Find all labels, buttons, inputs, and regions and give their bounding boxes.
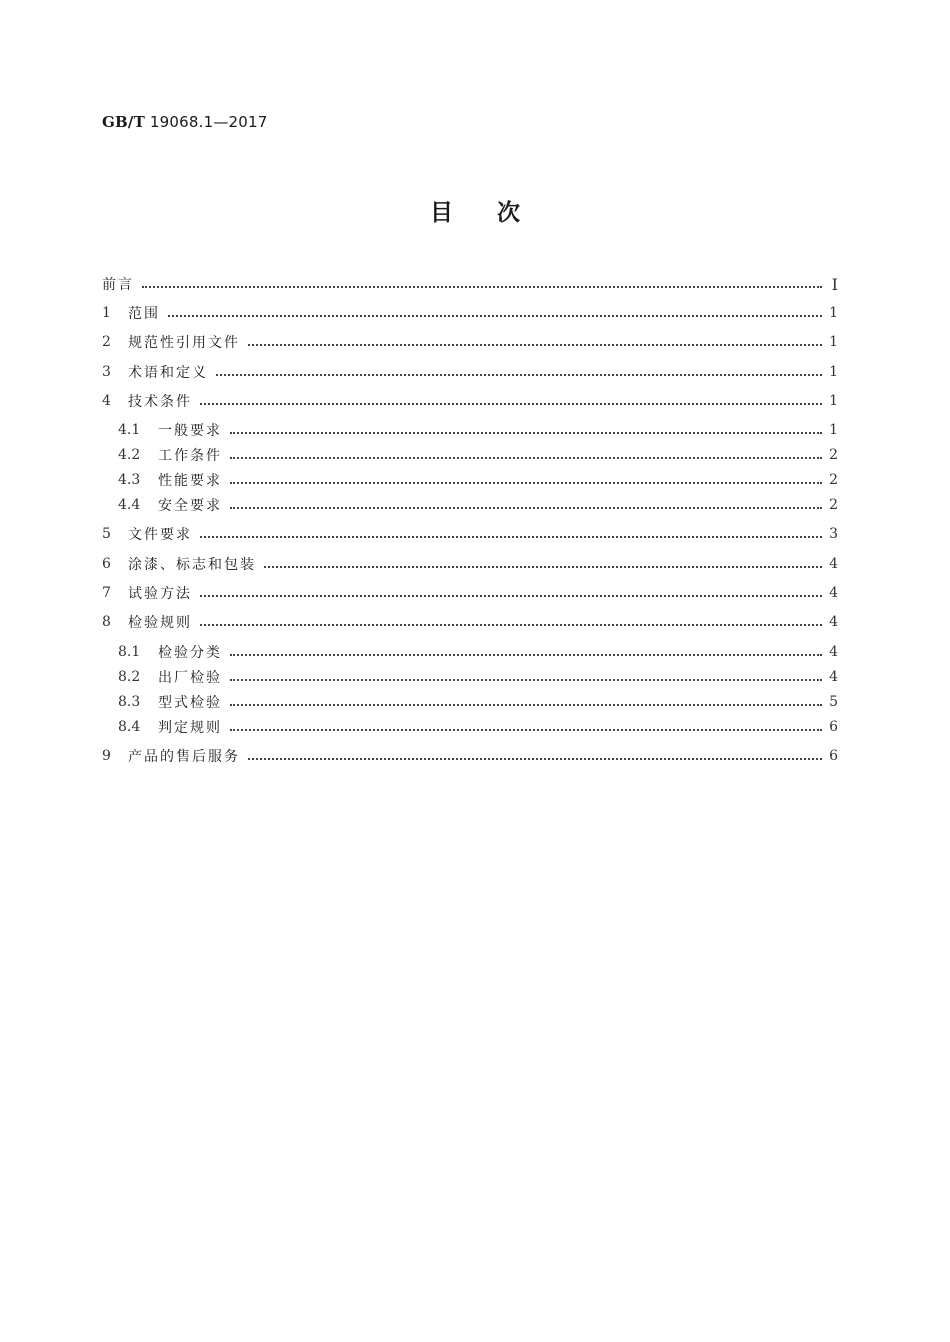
toc-entry-label: 检验分类	[158, 645, 222, 661]
toc-entry-label: 产品的售后服务	[128, 749, 240, 765]
toc-entry-8-2[interactable]	[118, 666, 838, 688]
toc-entry-4[interactable]	[102, 390, 838, 412]
toc-entry-number: 9	[102, 748, 111, 764]
toc-entry-4-2[interactable]	[118, 444, 838, 466]
standard-code: 19068.1—2017	[149, 113, 268, 131]
toc-entry-label: 型式检验	[158, 695, 222, 711]
toc-entry-number: 4.4	[118, 497, 141, 513]
toc-entry-page: 1	[829, 305, 838, 321]
toc-title: 目次	[430, 200, 564, 226]
toc-entry-number: 1	[102, 305, 111, 321]
toc-entry-page: 4	[829, 614, 838, 630]
toc-entry-page: 1	[829, 364, 838, 380]
toc-entry-page: 6	[829, 748, 838, 764]
toc-entry-number: 8.2	[118, 669, 141, 685]
toc-entry-number: 4.3	[118, 472, 141, 488]
toc-entry-page: 1	[829, 334, 838, 350]
toc-entry-8[interactable]	[102, 611, 838, 633]
dot-leader	[230, 431, 822, 434]
dot-leader	[200, 535, 822, 538]
dot-leader	[230, 653, 822, 656]
toc-entry-page: 1	[829, 393, 838, 409]
toc-entry-5[interactable]	[102, 523, 838, 545]
toc-entry-label: 出厂检验	[158, 670, 222, 686]
toc-entry-page: 5	[829, 694, 838, 710]
toc-entry-page: 1	[829, 422, 838, 438]
toc-entry-number: 5	[102, 526, 111, 542]
toc-entry-label: 规范性引用文件	[128, 335, 240, 351]
toc-entry-number: 7	[102, 585, 111, 601]
toc-entry-number: 2	[102, 334, 111, 350]
standard-number	[102, 113, 268, 131]
toc-entry-8-1[interactable]	[118, 641, 838, 663]
dot-leader	[200, 623, 822, 626]
toc-entry-number: 4	[102, 393, 111, 409]
dot-leader	[200, 594, 822, 597]
toc-entry-9[interactable]	[102, 745, 838, 767]
standard-prefix: GB/T	[102, 113, 145, 131]
toc-entry-label: 技术条件	[128, 394, 192, 410]
toc-entry-8-3[interactable]	[118, 691, 838, 713]
toc-entry-8-4[interactable]	[118, 716, 838, 738]
toc-entry-label: 安全要求	[158, 498, 222, 514]
toc-entry-number: 8	[102, 614, 111, 630]
toc-entry-number: 8.3	[118, 694, 141, 710]
toc-entry-4-3[interactable]	[118, 469, 838, 491]
dot-leader	[230, 703, 822, 706]
toc-entry-page: 4	[829, 585, 838, 601]
toc-entry-4-4[interactable]	[118, 494, 838, 516]
toc-entry-page: 2	[829, 497, 838, 513]
dot-leader	[142, 285, 822, 288]
toc-entry-page: 2	[829, 472, 838, 488]
dot-leader	[264, 565, 822, 568]
toc-entry-label: 性能要求	[158, 473, 222, 489]
toc-entry-number: 3	[102, 364, 111, 380]
toc-entry-number: 4.2	[118, 447, 141, 463]
toc-entry-number: 6	[102, 556, 111, 572]
toc-entry-page: 2	[829, 447, 838, 463]
toc-entry-label: 前言	[102, 277, 134, 293]
dot-leader	[230, 728, 822, 731]
toc-entry-page: 4	[829, 644, 838, 660]
dot-leader	[200, 402, 822, 405]
dot-leader	[248, 343, 822, 346]
toc-entry-3[interactable]	[102, 361, 838, 383]
toc-entry-label: 文件要求	[128, 527, 192, 543]
toc-entry-label: 检验规则	[128, 615, 192, 631]
toc-entry-number: 4.1	[118, 422, 141, 438]
dot-leader	[230, 506, 822, 509]
dot-leader	[230, 481, 822, 484]
toc-entry-label: 判定规则	[158, 720, 222, 736]
dot-leader	[248, 757, 822, 760]
toc-entry-label: 范围	[128, 306, 160, 322]
toc-entry-label: 涂漆、标志和包装	[128, 557, 256, 573]
dot-leader	[230, 456, 822, 459]
toc-entry-number: 8.1	[118, 644, 141, 660]
toc-entry-7[interactable]	[102, 582, 838, 604]
toc-entry-label: 一般要求	[158, 423, 222, 439]
toc-entry-page: 4	[829, 556, 838, 572]
toc-entry-page: 3	[829, 526, 838, 542]
toc-entry-page: 6	[829, 719, 838, 735]
toc-entry-label: 术语和定义	[128, 365, 208, 381]
toc-entry-number: 8.4	[118, 719, 141, 735]
toc-entry-page: 4	[829, 669, 838, 685]
toc-entry-1[interactable]	[102, 302, 838, 324]
dot-leader	[168, 314, 822, 317]
toc-entry-page: Ⅰ	[831, 274, 838, 294]
dot-leader	[216, 373, 822, 376]
toc-entry-label: 工作条件	[158, 448, 222, 464]
toc-entry-4-1[interactable]	[118, 419, 838, 441]
toc-entry-6[interactable]	[102, 553, 838, 575]
toc-entry-label: 试验方法	[128, 586, 192, 602]
toc-entry-preface[interactable]	[102, 273, 838, 295]
dot-leader	[230, 678, 822, 681]
toc-entry-2[interactable]	[102, 331, 838, 353]
